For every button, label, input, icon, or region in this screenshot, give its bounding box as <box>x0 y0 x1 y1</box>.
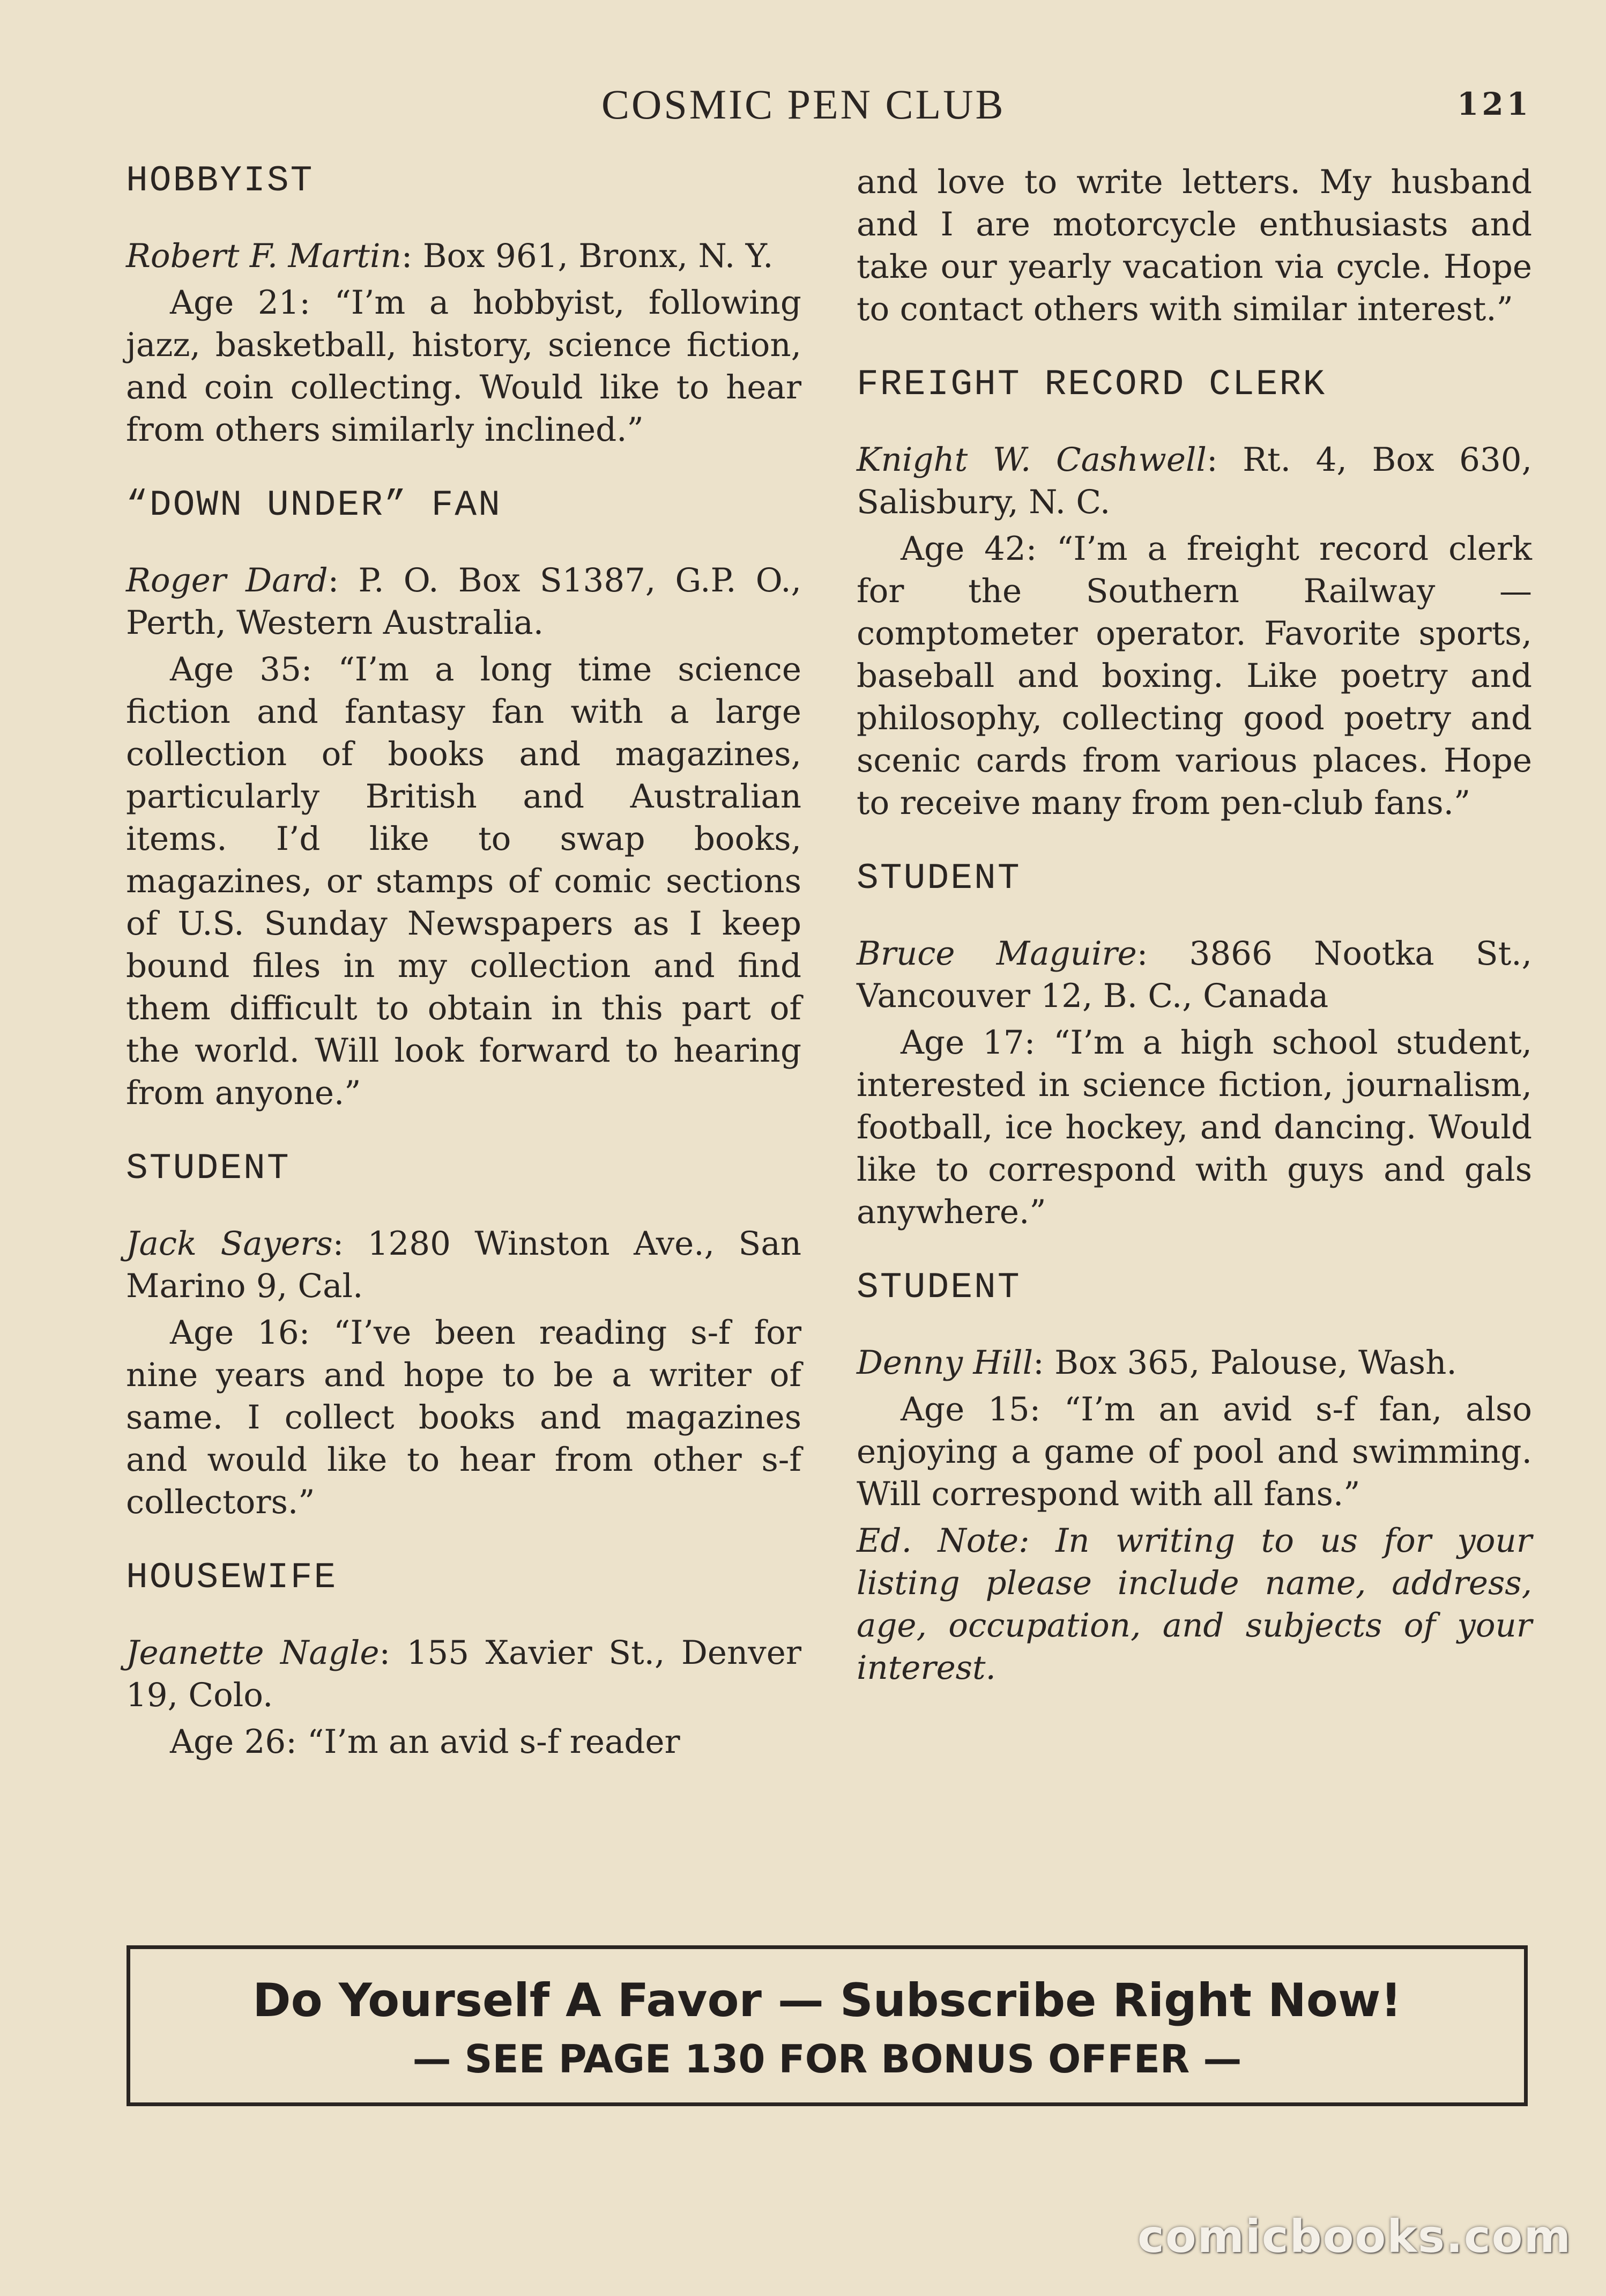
listing-heading: STUDENT <box>126 1148 291 1189</box>
listing-entry <box>126 161 801 451</box>
listing-address <box>126 559 801 644</box>
page-header <box>0 80 1606 139</box>
editor-note <box>857 1520 1532 1689</box>
listing-address <box>857 1342 1532 1384</box>
member-name: Denny Hill <box>857 1344 1034 1382</box>
listing-body: Age 21: “I’m a hobbyist, following jazz, basketball, history, science fiction, and coin collecting. Would like to hear from others similarly inclined.” <box>126 284 801 449</box>
right-column <box>857 161 1532 1689</box>
listing-heading: STUDENT <box>857 1267 1021 1308</box>
member-name: Jack Sayers <box>126 1225 333 1263</box>
listing-body: Age 16: “I’ve been reading s-f for nine years and hope to be a writer of same. I collect books and magazines and would like to hear from other s-f collectors.” <box>126 1314 801 1521</box>
listing-address <box>126 235 801 277</box>
listing-entry <box>857 365 1532 824</box>
listing-entry <box>857 1268 1532 1515</box>
promo-subline: — SEE PAGE 130 FOR BONUS OFFER — <box>412 2036 1242 2082</box>
member-name: Roger Dard <box>126 561 328 599</box>
address-text: : 1280 Winston Ave., San Marino 9, Cal. <box>126 1225 801 1305</box>
listing-heading: FREIGHT RECORD CLERK <box>857 364 1327 405</box>
listing-entry <box>126 1558 801 1763</box>
listing-body: Age 26: “I’m an avid s-f reader <box>170 1723 680 1761</box>
page-number: 121 <box>1457 86 1532 122</box>
address-text: : 3866 Nootka St., Vancouver 12, B. C., Canada <box>857 935 1532 1015</box>
listing-address <box>857 932 1532 1017</box>
listing-body: Age 42: “I’m a freight record clerk for the Southern Railway — comptometer operator. Favorite sports, baseball and boxing. Like poetry and philosophy, collecting good poetry and scenic cards from various places. Hope to receive many from pen-club fans.” <box>857 530 1532 822</box>
editor-note-label: Ed. Note <box>857 1522 1019 1560</box>
address-text: : Box 961, Bronx, N. Y. <box>401 237 774 275</box>
listing-heading: “DOWN UNDER” FAN <box>126 485 502 526</box>
site-watermark: comicbooks.com <box>1137 2210 1572 2263</box>
listing-body: Age 17: “I’m a high school student, interested in science fiction, journalism, football, ice hockey, and dancing. Would like to correspond with guys and gals anywhere.” <box>857 1024 1532 1231</box>
member-name: Knight W. Cashwell <box>857 441 1207 479</box>
address-text: : 155 Xavier St., Denver 19, Colo. <box>126 1634 801 1714</box>
listing-address <box>126 1632 801 1716</box>
left-column <box>126 161 801 1797</box>
listing-address <box>857 439 1532 523</box>
listing-body: Age 15: “I’m an avid s-f fan, also enjoying a game of pool and swimming. Will correspond with all fans.” <box>857 1390 1532 1513</box>
listing-entry <box>857 858 1532 1233</box>
listing-address <box>126 1223 801 1307</box>
listing-heading: STUDENT <box>857 858 1021 899</box>
member-name: Bruce Maguire <box>857 935 1137 973</box>
listing-entry <box>126 485 801 1114</box>
promo-headline: Do Yourself A Favor — Subscribe Right Now! <box>252 1974 1402 2027</box>
member-name: Jeanette Nagle <box>126 1634 380 1672</box>
address-text: : P. O. Box S1387, G.P. O., Perth, Western Australia. <box>126 561 801 642</box>
listing-entry <box>126 1149 801 1523</box>
address-text: : Box 365, Palouse, Wash. <box>1033 1344 1457 1382</box>
listing-body: Age 35: “I’m a long time science fiction and fantasy fan with a large collection of books and magazines, particularly British and Australian items. I’d like to swap books, magazines, or stamps of comic sections of U.S. Sunday Newspapers as I keep bound files in my collection and find them difficult to obtain in this part of the world. Will look forward to hearing from anyone.” <box>126 650 801 1112</box>
address-text: : Rt. 4, Box 630, Salisbury, N. C. <box>857 441 1532 521</box>
continued-text: and love to write letters. My husband and I are motorcycle enthusiasts and take our yearly vacation via cycle. Hope to contact others with similar interest.” <box>857 163 1532 328</box>
editor-note-text: : In writing to us for your listing please include name, address, age, occupation, and subjects of your interest. <box>857 1522 1532 1687</box>
member-name: Robert F. Martin <box>126 237 402 275</box>
listing-heading: HOBBYIST <box>126 160 314 202</box>
subscribe-promo-box <box>127 1945 1528 2106</box>
running-title: COSMIC PEN CLUB <box>601 81 1006 128</box>
listing-heading: HOUSEWIFE <box>126 1557 338 1598</box>
